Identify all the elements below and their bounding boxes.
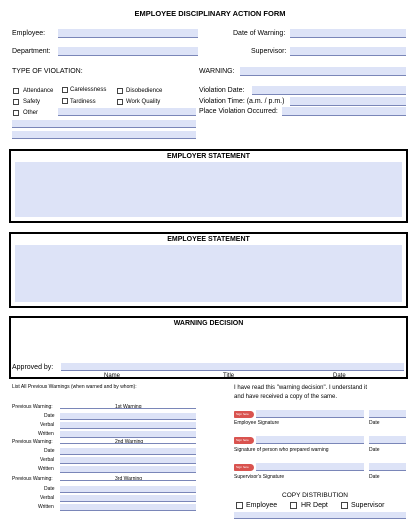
date-of-warning-field[interactable]	[290, 29, 406, 38]
warning-3-written-field[interactable]	[60, 504, 196, 511]
date-column: Date	[333, 373, 346, 379]
other-label: Other	[23, 110, 39, 116]
distribution-field[interactable]	[234, 512, 406, 519]
warning-3-date-field[interactable]	[60, 486, 196, 493]
employee-statement-title: EMPLOYEE STATEMENT	[167, 236, 250, 243]
attendance-label: Attendance	[23, 88, 54, 94]
employer-statement-title: EMPLOYER STATEMENT	[167, 153, 250, 160]
form-title: EMPLOYEE DISCIPLINARY ACTION FORM	[134, 9, 286, 18]
carelessness-checkbox[interactable]	[62, 87, 68, 93]
verbal-row-label: Verbal	[40, 457, 55, 463]
warning-3-verbal-field[interactable]	[60, 495, 196, 502]
warning-1-written-field[interactable]	[60, 431, 196, 438]
employee-statement-box	[9, 232, 408, 308]
written-row-label: Written	[38, 504, 54, 510]
sign-here-icon: Sign here	[234, 411, 254, 418]
verbal-row-label: Verbal	[40, 495, 55, 501]
copy-employee-checkbox[interactable]	[236, 502, 243, 509]
date-of-warning-label: Date of Warning:	[233, 30, 286, 37]
warning-1-verbal-field[interactable]	[60, 422, 196, 429]
other-checkbox[interactable]	[13, 110, 19, 116]
warning-1-header-field[interactable]	[60, 403, 196, 409]
supervisor-field[interactable]	[290, 47, 406, 56]
violation-date-label: Violation Date:	[199, 87, 245, 94]
employee-label: Employee:	[12, 30, 46, 37]
disobedience-label: Disobedience	[126, 88, 163, 94]
violation-time-label: Violation Time: (a.m. / p.m.)	[199, 98, 285, 105]
tardiness-checkbox[interactable]	[62, 98, 68, 104]
department-field[interactable]	[58, 47, 198, 56]
previous-warning-label: Previous Warning:	[12, 476, 53, 482]
supervisor-label: Supervisor:	[251, 48, 287, 55]
employee-signature-date-label: Date	[369, 420, 380, 426]
employee-signature-label: Employee Signature	[234, 420, 280, 426]
copy-employee-label: Employee	[246, 502, 278, 509]
employee-field[interactable]	[58, 29, 198, 38]
previous-warning-label: Previous Warning:	[12, 404, 53, 410]
warning-1-date-field[interactable]	[60, 413, 196, 420]
title-column: Title	[223, 373, 235, 379]
previous-warnings-intro: List All Previous Warnings (when warned and by whom):	[12, 384, 137, 390]
copy-hr-label: HR Dept	[301, 502, 328, 509]
warning-decision-title: WARNING DECISION	[173, 320, 244, 327]
warning-decision-box	[9, 316, 408, 379]
preparer-signature-label: Signature of person who prepared warning	[234, 447, 329, 453]
copy-hr-checkbox[interactable]	[290, 502, 297, 509]
employee-statement-field[interactable]	[15, 245, 402, 302]
warning-2-verbal-field[interactable]	[60, 457, 196, 464]
written-row-label: Written	[38, 466, 54, 472]
sign-here-icon: Sign here	[234, 464, 254, 471]
date-row-label: Date	[44, 448, 55, 454]
violation-date-field[interactable]	[252, 86, 406, 95]
approved-by-label: Approved by:	[12, 364, 54, 371]
acknowledgement-line-2: and have received a copy of the same.	[234, 394, 338, 400]
preparer-signature-date-label: Date	[369, 447, 380, 453]
warning-number: 2nd Warning	[115, 439, 144, 445]
supervisor-signature-date-field[interactable]	[369, 463, 406, 471]
copy-supervisor-checkbox[interactable]	[341, 502, 348, 509]
name-column: Name	[104, 373, 121, 379]
work-quality-checkbox[interactable]	[117, 99, 123, 105]
violation-extra-field-1[interactable]	[12, 120, 196, 128]
preparer-signature-field[interactable]	[256, 436, 364, 444]
tardiness-label: Tardiness	[70, 99, 96, 105]
department-label: Department:	[12, 48, 51, 55]
preparer-signature-date-field[interactable]	[369, 436, 406, 444]
supervisor-signature-field[interactable]	[256, 463, 364, 471]
violation-heading: TYPE OF VIOLATION:	[12, 68, 83, 75]
warning-heading: WARNING:	[199, 68, 235, 75]
work-quality-label: Work Quality	[126, 99, 161, 105]
employee-signature-field[interactable]	[256, 410, 364, 418]
supervisor-signature-label: Supervisor's Signature	[234, 474, 285, 480]
verbal-row-label: Verbal	[40, 422, 55, 428]
date-row-label: Date	[44, 413, 55, 419]
violation-time-field[interactable]	[290, 97, 406, 106]
violation-extra-field-2[interactable]	[12, 131, 196, 139]
copy-distribution-heading: COPY DISTRIBUTION	[282, 492, 348, 499]
warning-2-date-field[interactable]	[60, 448, 196, 455]
employer-statement-box	[9, 149, 408, 223]
warning-2-header-field[interactable]	[60, 438, 196, 444]
employee-signature-date-field[interactable]	[369, 410, 406, 418]
sign-here-icon: Sign here	[234, 437, 254, 444]
supervisor-signature-date-label: Date	[369, 474, 380, 480]
disobedience-checkbox[interactable]	[117, 88, 123, 94]
warning-number: 1st Warning	[115, 404, 142, 410]
date-row-label: Date	[44, 486, 55, 492]
warning-number: 3rd Warning	[115, 476, 143, 482]
acknowledgement-line-1: I have read this "warning decision". I understand it	[234, 385, 368, 391]
warning-field[interactable]	[240, 67, 406, 76]
safety-checkbox[interactable]	[13, 99, 19, 105]
warning-3-header-field[interactable]	[60, 475, 196, 481]
other-field[interactable]	[58, 108, 196, 116]
approved-by-field[interactable]	[61, 363, 404, 371]
place-field[interactable]	[282, 107, 406, 116]
warning-2-written-field[interactable]	[60, 466, 196, 473]
employer-statement-field[interactable]	[15, 162, 402, 217]
carelessness-label: Carelessness	[70, 87, 107, 93]
safety-label: Safety	[23, 99, 41, 105]
attendance-checkbox[interactable]	[13, 88, 19, 94]
written-row-label: Written	[38, 431, 54, 437]
previous-warning-label: Previous Warning:	[12, 439, 53, 445]
copy-supervisor-label: Supervisor	[351, 502, 385, 509]
place-label: Place Violation Occurred:	[199, 108, 278, 115]
